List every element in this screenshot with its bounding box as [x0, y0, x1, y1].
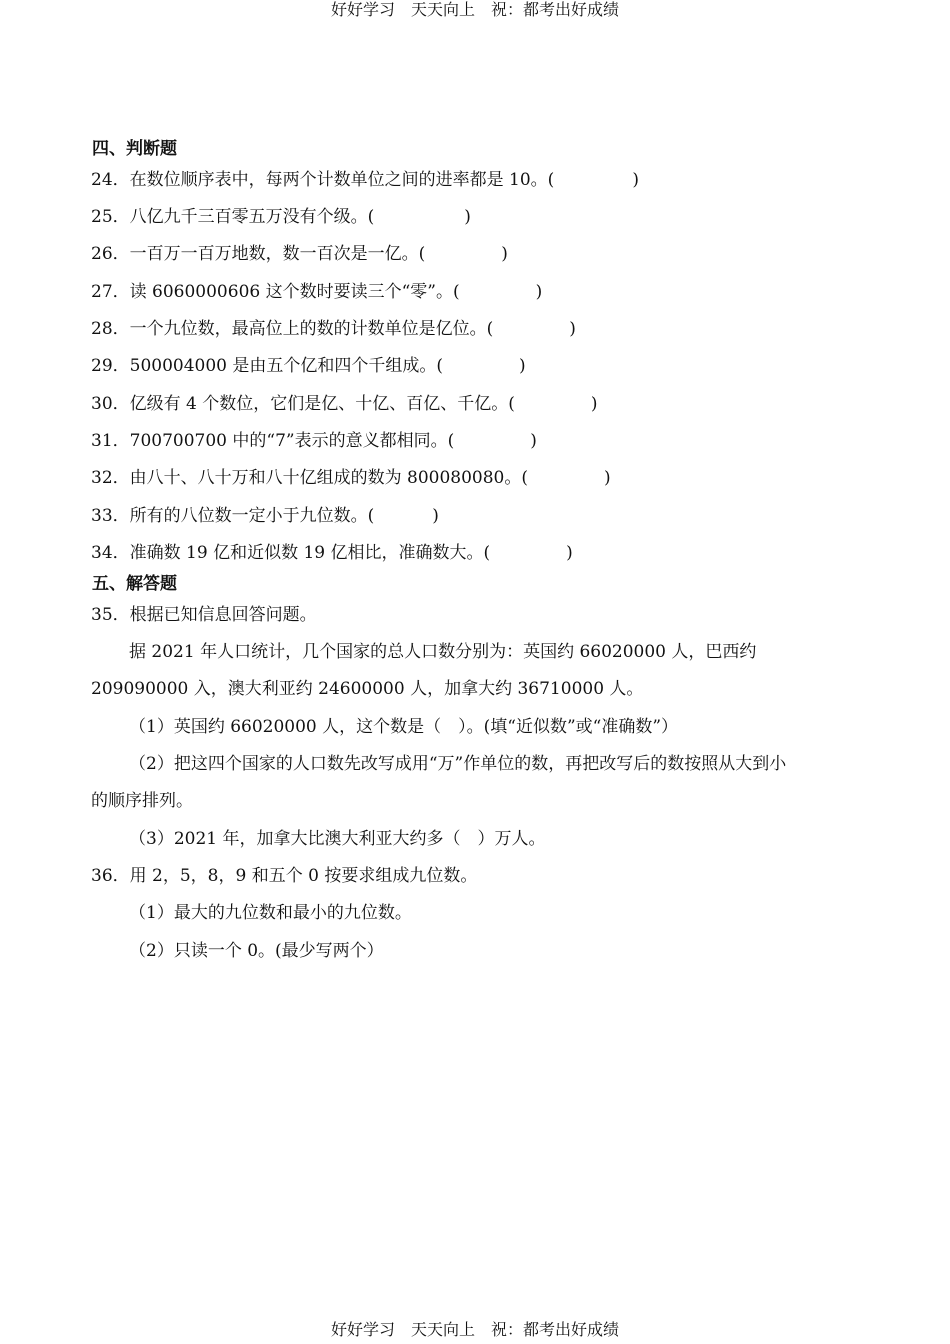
close-paren: )	[632, 170, 639, 190]
question-32	[91, 467, 611, 489]
question-29	[91, 355, 526, 377]
question-27	[91, 281, 542, 303]
question-24	[91, 169, 639, 191]
question-text: 31．700700700 中的“7”表示的意义都相同。(	[91, 431, 455, 451]
close-paren: )	[530, 431, 537, 451]
question-34	[91, 542, 573, 564]
question-31	[91, 430, 537, 452]
question-35-stem: 35．根据已知信息回答问题。	[91, 605, 317, 625]
page-footer: 好好学习 天天向上 祝：都考出好成绩	[330, 1320, 619, 1339]
question-text: 32．由八十、八十万和八十亿组成的数为 800080080。(	[91, 468, 529, 488]
question-text: 25．八亿九千三百零五万没有个级。(	[91, 207, 375, 227]
question-35-para2: 209090000 入，澳大利亚约 24600000 人，加拿大约 36710000 人。	[91, 679, 644, 699]
question-35-para1: 据 2021 年人口统计，几个国家的总人口数分别为：英国约 66020000 人，巴西约	[129, 642, 757, 662]
question-35-sub2b: 的顺序排列。	[91, 791, 193, 811]
question-36-stem: 36．用 2，5，8，9 和五个 0 按要求组成九位数。	[91, 866, 478, 886]
question-25	[91, 206, 471, 228]
page-header: 好好学习 天天向上 祝：都考出好成绩	[330, 0, 619, 19]
question-35-sub3: （3）2021 年，加拿大比澳大利亚大约多（ ）万人。	[129, 829, 546, 849]
question-text: 27．读 6060000606 这个数时要读三个“零”。(	[91, 282, 460, 302]
question-36-sub1: （1）最大的九位数和最小的九位数。	[129, 903, 412, 923]
close-paren: )	[464, 207, 471, 227]
question-text: 29．500004000 是由五个亿和四个千组成。(	[91, 356, 444, 376]
section-title-judgement: 四、判断题	[92, 139, 177, 159]
question-text: 30．亿级有 4 个数位，它们是亿、十亿、百亿、千亿。(	[91, 394, 515, 414]
question-text: 26．一百万一百万地数，数一百次是一亿。(	[91, 244, 426, 264]
question-36-sub2: （2）只读一个 0。(最少写两个）	[129, 941, 384, 961]
close-paren: )	[566, 543, 573, 563]
close-paren: )	[590, 394, 598, 414]
close-paren: )	[569, 319, 576, 339]
close-paren: )	[535, 282, 543, 302]
close-paren: )	[519, 356, 526, 376]
question-text: 34．准确数 19 亿和近似数 19 亿相比，准确数大。(	[91, 543, 491, 563]
question-text: 33．所有的八位数一定小于九位数。(	[91, 506, 375, 526]
question-35-sub1: （1）英国约 66020000 人，这个数是（ ）。(填“近似数”或“准确数”）	[129, 717, 679, 737]
close-paren: )	[604, 468, 611, 488]
section-title-answer: 五、解答题	[92, 574, 177, 594]
question-text: 24．在数位顺序表中，每两个计数单位之间的进率都是 10。(	[91, 170, 555, 190]
question-30	[91, 393, 598, 415]
question-35-sub2a: （2）把这四个国家的人口数先改写成用“万”作单位的数，再把改写后的数按照从大到小	[129, 754, 787, 774]
close-paren: )	[501, 244, 508, 264]
close-paren: )	[432, 506, 439, 526]
question-text: 28．一个九位数，最高位上的数的计数单位是亿位。(	[91, 319, 494, 339]
question-28	[91, 318, 576, 340]
question-26	[91, 243, 508, 265]
question-33	[91, 505, 439, 527]
